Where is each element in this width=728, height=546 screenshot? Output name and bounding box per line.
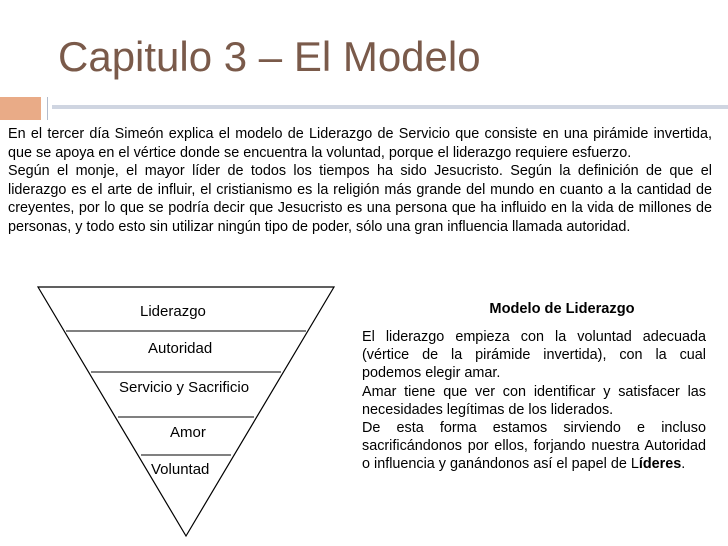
page-title: Capitulo 3 – El Modelo [58, 33, 481, 80]
pyramid-level-autoridad: Autoridad [148, 340, 213, 357]
pyramid-level-servicio: Servicio y Sacrificio [119, 379, 250, 396]
intro-paragraph-1: En el tercer día Simeón explica el modelo de Liderazgo de Servicio que consiste en una pirámide invertida, que se apoya en el vértice donde se encuentra la voluntad, porque el liderazgo requiere esfuerzo. [8, 126, 712, 161]
model-text-3-end: . [681, 456, 686, 473]
pyramid-outline [38, 287, 334, 536]
pyramid-level-voluntad: Voluntad [151, 461, 210, 478]
intro-text [8, 125, 712, 237]
pyramid-diagram [36, 285, 336, 540]
model-text-3-bold: íderes [638, 456, 682, 473]
model-text-1: El liderazgo empieza con la voluntad adecuada (vértice de la pirámide invertida), con la cual podemos elegir amar. [362, 329, 706, 382]
model-text-2: Amar tiene que ver con identificar y satisfacer las necesidades legítimas de los liderados. [362, 383, 706, 418]
pyramid-level-amor: Amor [170, 424, 206, 441]
model-text-3-start: De esta forma estamos sirviendo e incluso sacrificándonos por ellos, forjando nuestra Autoridad o influencia y ganándonos así el papel de L [362, 420, 706, 473]
pyramid-level-liderazgo: Liderazgo [140, 303, 206, 320]
intro-paragraph-2: Según el monje, el mayor líder de todos los tiempos ha sido Jesucristo. Según la definición de que el liderazgo es el arte de influir, el cristianismo es la religión más grande del mundo en cuanto a la cantidad de creyentes, por lo que se podría decir que Jesucristo es una persona que ha influido en la vida de millones de personas, y todo esto sin utilizar ningún tipo de poder, sólo una gran influencia llamada autoridad. [8, 163, 712, 235]
accent-divider [47, 97, 48, 120]
model-description [362, 300, 706, 474]
inverted-pyramid [36, 285, 336, 540]
model-text-3 [362, 419, 706, 474]
model-title: Modelo de Liderazgo [489, 301, 635, 317]
accent-block [0, 97, 41, 120]
accent-line [52, 105, 728, 109]
